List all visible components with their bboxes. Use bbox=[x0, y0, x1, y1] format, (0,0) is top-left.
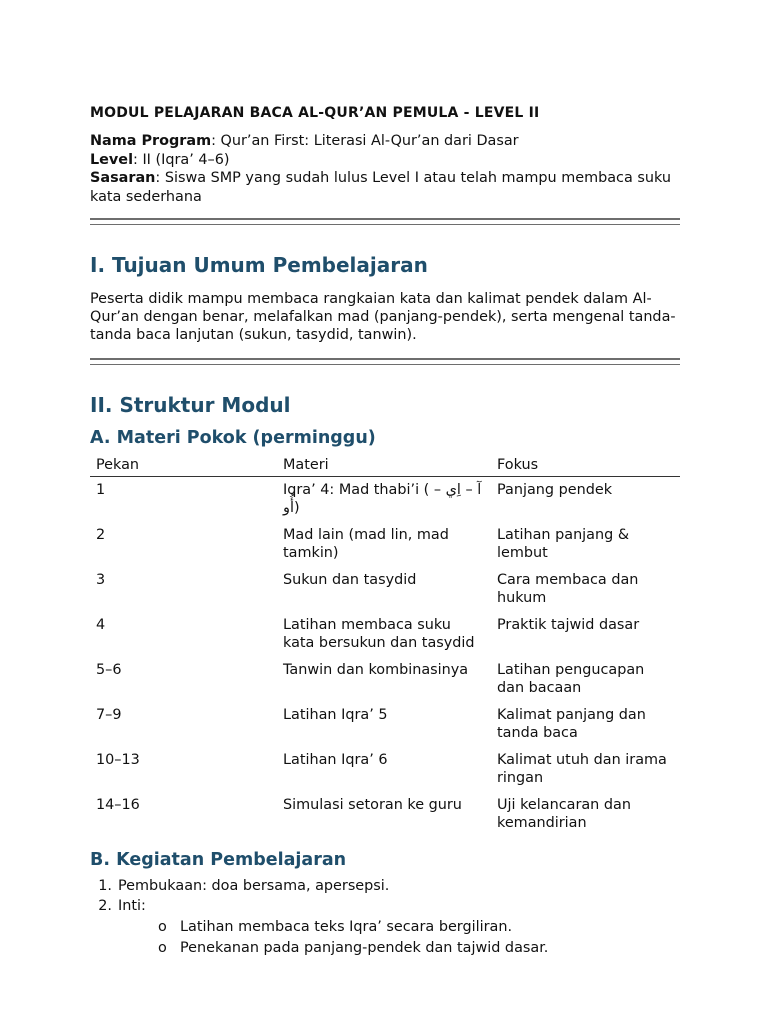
goals-paragraph: Peserta didik mampu membaca rangkaian kata dan kalimat pendek dalam Al-Qur’an dengan benar, melafalkan mad (panjang-pendek), serta mengenal tanda-tanda baca lanjutan (sukun, tasydid, tanwin). bbox=[90, 291, 676, 343]
cell-week: 5–6 bbox=[96, 662, 122, 678]
cell-material: Tanwin dan kombinasinya bbox=[283, 662, 469, 678]
cell-focus: Kalimat utuh dan irama ringan bbox=[497, 752, 667, 786]
cell-material: Latihan membaca suku kata bersukun dan tasydid bbox=[283, 617, 475, 651]
cell-week: 4 bbox=[96, 617, 106, 633]
subheading-materials: A. Materi Pokok (perminggu) bbox=[90, 428, 376, 448]
list-item-text: Inti: bbox=[118, 898, 146, 914]
table-row bbox=[90, 702, 680, 747]
target-label: Sasaran bbox=[90, 170, 156, 186]
table-row bbox=[90, 657, 680, 702]
section-divider bbox=[90, 218, 680, 225]
table-row bbox=[90, 477, 680, 523]
bullet-marker: o bbox=[158, 940, 167, 956]
sub-list-item bbox=[158, 938, 680, 958]
cell-focus: Latihan pengucapan dan bacaan bbox=[497, 662, 645, 696]
bullet-marker: o bbox=[158, 919, 167, 935]
cell-week: 7–9 bbox=[96, 707, 122, 723]
cell-focus: Kalimat panjang dan tanda baca bbox=[497, 707, 646, 741]
cell-material: Sukun dan tasydid bbox=[283, 572, 417, 588]
list-item bbox=[90, 896, 680, 916]
sub-list-item-text: Latihan membaca teks Iqra’ secara bergiliran. bbox=[180, 919, 513, 935]
program-name-label: Nama Program bbox=[90, 133, 212, 149]
cell-material: Latihan Iqra’ 6 bbox=[283, 752, 388, 768]
cell-week: 3 bbox=[96, 572, 106, 588]
column-header-material: Materi bbox=[277, 455, 491, 477]
cell-focus: Latihan panjang & lembut bbox=[497, 527, 630, 561]
column-header-week: Pekan bbox=[90, 455, 277, 477]
cell-material: Mad lain (mad lin, mad tamkin) bbox=[283, 527, 449, 561]
level-line bbox=[90, 151, 680, 170]
cell-week: 14–16 bbox=[96, 797, 140, 813]
cell-focus: Uji kelancaran dan kemandirian bbox=[497, 797, 631, 831]
table-row bbox=[90, 747, 680, 792]
section-heading-structure: II. Struktur Modul bbox=[90, 393, 291, 417]
cell-week: 2 bbox=[96, 527, 106, 543]
cell-material: Simulasi setoran ke guru bbox=[283, 797, 462, 813]
table-row bbox=[90, 612, 680, 657]
sub-list-item-text: Penekanan pada panjang-pendek dan tajwid dasar. bbox=[180, 940, 549, 956]
cell-focus: Cara membaca dan hukum bbox=[497, 572, 639, 606]
target-value: : Siswa SMP yang sudah lulus Level I atau telah mampu membaca suku kata sederhana bbox=[90, 170, 671, 205]
cell-material: Iqra’ 4: Mad thabi’i ( آ – اِي – أُو) bbox=[283, 482, 482, 516]
list-item bbox=[90, 876, 680, 896]
program-name-line bbox=[90, 132, 680, 151]
subheading-activities: B. Kegiatan Pembelajaran bbox=[90, 850, 347, 870]
program-meta bbox=[90, 132, 680, 206]
level-label: Level bbox=[90, 151, 134, 168]
table-row bbox=[90, 567, 680, 612]
cell-focus: Praktik tajwid dasar bbox=[497, 617, 640, 633]
table-row bbox=[90, 792, 680, 837]
column-header-focus: Fokus bbox=[491, 455, 680, 477]
list-number: 1. bbox=[98, 878, 112, 894]
section-divider bbox=[90, 358, 680, 365]
table-header-row bbox=[90, 455, 680, 477]
document-page bbox=[90, 104, 680, 958]
table-row bbox=[90, 522, 680, 567]
sub-list-item bbox=[158, 917, 680, 937]
list-item-text: Pembukaan: doa bersama, apersepsi. bbox=[118, 878, 390, 894]
list-number: 2. bbox=[98, 898, 112, 914]
cell-week: 1 bbox=[96, 482, 106, 498]
cell-week: 10–13 bbox=[96, 752, 140, 768]
section-heading-goals: I. Tujuan Umum Pembelajaran bbox=[90, 253, 428, 277]
cell-material: Latihan Iqra’ 5 bbox=[283, 707, 388, 723]
cell-focus: Panjang pendek bbox=[497, 482, 613, 498]
materials-table bbox=[90, 455, 680, 837]
document-title: MODUL PELAJARAN BACA AL-QUR’AN PEMULA - LEVEL II bbox=[90, 105, 540, 121]
target-line bbox=[90, 169, 680, 206]
activities-list bbox=[90, 876, 680, 958]
program-name-value: : Qur’an First: Literasi Al-Qur’an dari Dasar bbox=[211, 133, 519, 149]
level-value: : II (Iqra’ 4–6) bbox=[133, 151, 230, 168]
